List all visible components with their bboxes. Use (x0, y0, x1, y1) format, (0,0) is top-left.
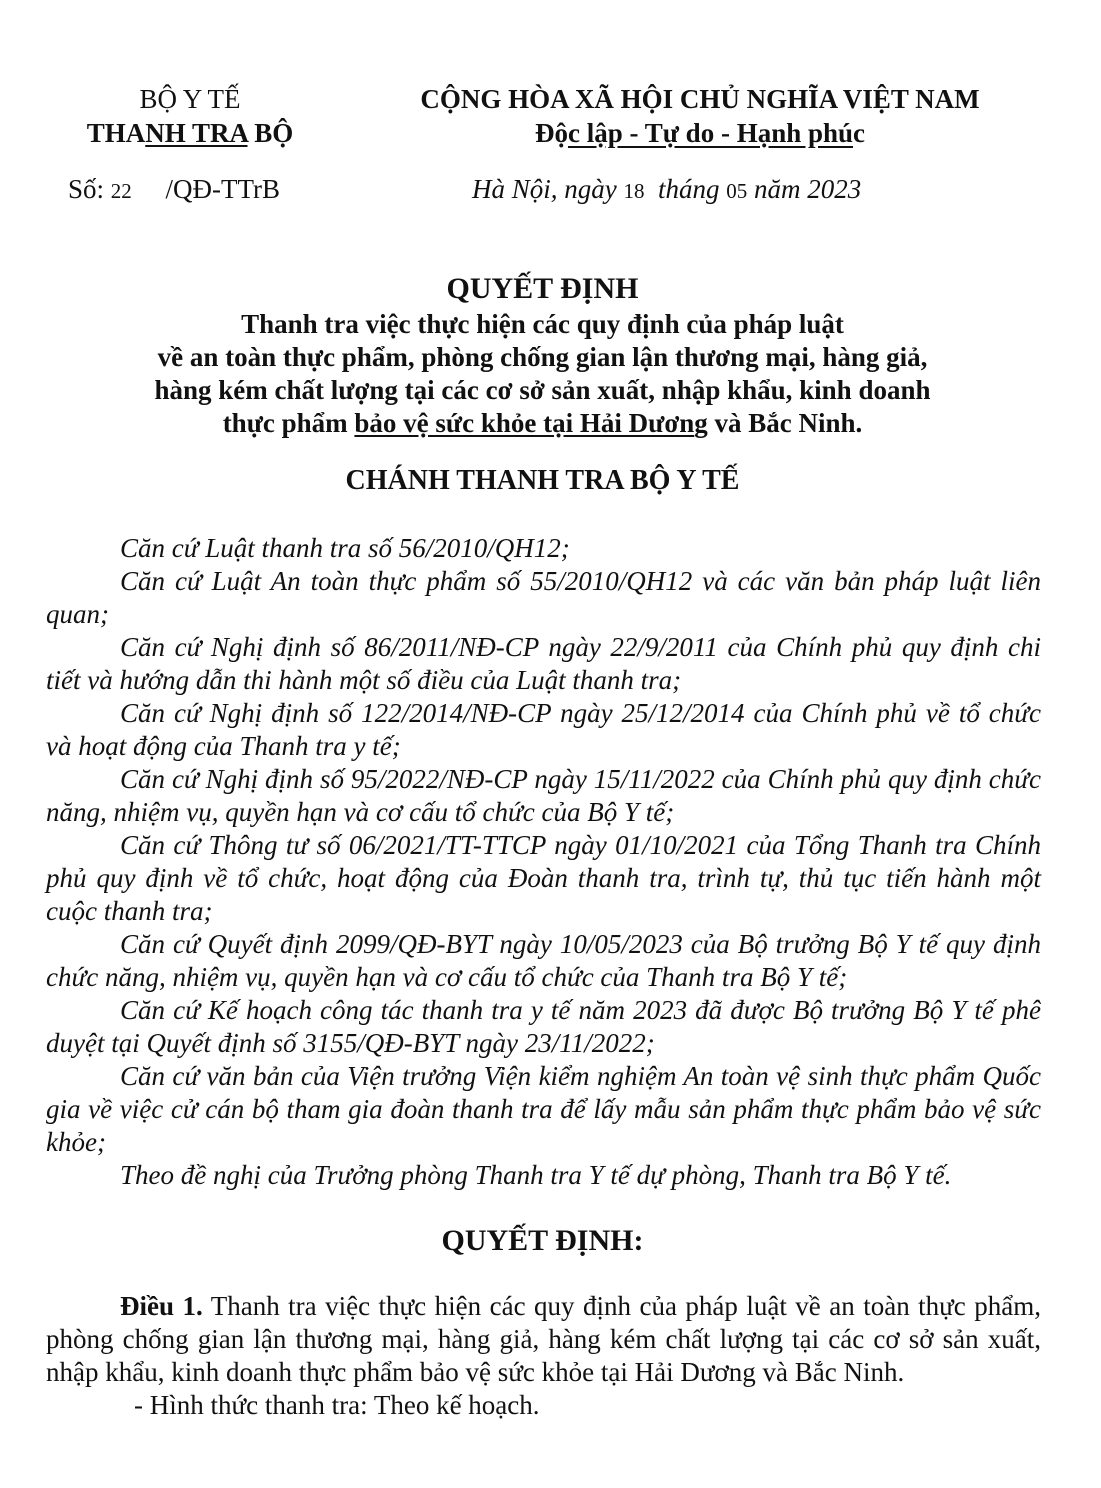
subject-line-4-part3: g và Bắc Ninh. (694, 408, 863, 438)
subject-line-4-part1: thực phẩm (222, 408, 355, 438)
article-1-bullet: - Hình thức thanh tra: Theo kế hoạch. (134, 1390, 540, 1420)
department-name (40, 116, 340, 150)
article-1-body (46, 1290, 1041, 1389)
national-title-block (370, 82, 1030, 150)
decision-subject-line-3: hàng kém chất lượng tại các cơ sở sản xuất, nhập khẩu, kinh doanh (154, 375, 931, 405)
doc-number-prefix: Số: (68, 174, 111, 204)
month-label: tháng (644, 174, 727, 204)
nation-name: CỘNG HÒA XÃ HỘI CHỦ NGHĨA VIỆT NAM (420, 84, 980, 114)
legal-basis-item: Căn cứ Nghị định số 95/2022/NĐ-CP ngày 15/11/2022 của Chính phủ quy định chức năng, nhiệm vụ, quyền hạn và cơ cấu tổ chức của Bộ Y tế; (46, 764, 1041, 827)
doc-number-suffix: /QĐ-TTrB (131, 174, 281, 204)
legal-basis-item: Căn cứ Luật An toàn thực phẩm số 55/2010/QH12 và các văn bản pháp luật liên quan; (46, 566, 1041, 629)
issuing-agency-block (40, 82, 340, 150)
year-label: năm 2023 (747, 174, 862, 204)
decision-subject-line-4 (40, 407, 1045, 440)
department-name-part1: THA (86, 118, 146, 148)
department-name-part3: BỘ (247, 118, 294, 148)
motto-part3: c (853, 118, 866, 148)
decision-heading: QUYẾT ĐỊNH: (441, 1224, 644, 1257)
decision-title: QUYẾT ĐỊNH (446, 272, 639, 305)
document-number (68, 172, 280, 208)
legal-basis-item: Theo đề nghị của Trưởng phòng Thanh tra Y tế dự phòng, Thanh tra Bộ Y tế. (120, 1160, 952, 1190)
legal-basis-item: Căn cứ văn bản của Viện trưởng Viện kiểm nghiệm An toàn vệ sinh thực phẩm Quốc gia về việc cử cán bộ tham gia đoàn thanh tra để lấy mẫu sản phẩm thực phẩm bảo vệ sức khỏe; (46, 1061, 1041, 1157)
doc-number-value: 22 (110, 179, 132, 203)
article-1-label: Điều 1. (120, 1291, 203, 1321)
decision-subject-line-2: về an toàn thực phẩm, phòng chống gian lận thương mại, hàng giả, (157, 342, 928, 372)
legal-basis-item: Căn cứ Luật thanh tra số 56/2010/QH12; (120, 533, 570, 563)
national-motto (370, 116, 1030, 150)
article-1-text: Thanh tra việc thực hiện các quy định của pháp luật về an toàn thực phẩm, phòng chống gian lận thương mại, hàng giả, hàng kém chất lượng tại các cơ sở sản xuất, nhập khẩu, kinh doanh thực phẩm bảo vệ sức khỏe tại Hải Dương và Bắc Ninh. (46, 1291, 1042, 1387)
article-1 (46, 1290, 1041, 1422)
legal-basis-item: Căn cứ Quyết định 2099/QĐ-BYT ngày 10/05/2023 của Bộ trưởng Bộ Y tế quy định chức năng, nhiệm vụ, quyền hạn và cơ cấu tổ chức của Thanh tra Bộ Y tế; (46, 929, 1041, 992)
motto-underlined: c lập - Tự do - Hạnh phú (567, 118, 854, 148)
place-and-date (472, 172, 861, 208)
motto-part1: Độ (534, 118, 568, 148)
legal-basis-item: Căn cứ Kế hoạch công tác thanh tra y tế năm 2023 đã được Bộ trưởng Bộ Y tế phê duyệt tại Quyết định số 3155/QĐ-BYT ngày 23/11/2022; (46, 995, 1041, 1058)
subject-line-4-underlined: bảo vệ sức khỏe tại Hải Dươn (354, 408, 695, 438)
date-day: 18 (623, 179, 645, 203)
issuer-heading: CHÁNH THANH TRA BỘ Y TẾ (345, 465, 740, 496)
place-label: Hà Nội, ngày (472, 174, 624, 204)
legal-basis-item: Căn cứ Thông tư số 06/2021/TT-TTCP ngày 01/10/2021 của Tổng Thanh tra Chính phủ quy định về tổ chức, hoạt động của Đoàn thanh tra, trình tự, thủ tục tiến hành một cuộc thanh tra; (46, 830, 1041, 926)
date-month: 05 (726, 179, 748, 203)
agency-name: BỘ Y TẾ (139, 84, 241, 114)
decision-title-block (40, 270, 1045, 440)
decision-subject-line-1: Thanh tra việc thực hiện các quy định của pháp luật (241, 309, 844, 339)
legal-bases (46, 532, 1041, 1192)
department-name-underlined: NH TRA (145, 118, 248, 148)
legal-basis-item: Căn cứ Nghị định số 122/2014/NĐ-CP ngày 25/12/2014 của Chính phủ về tổ chức và hoạt động của Thanh tra y tế; (46, 698, 1041, 761)
legal-basis-item: Căn cứ Nghị định số 86/2011/NĐ-CP ngày 22/9/2011 của Chính phủ quy định chi tiết và hướng dẫn thi hành một số điều của Luật thanh tra; (46, 632, 1041, 695)
